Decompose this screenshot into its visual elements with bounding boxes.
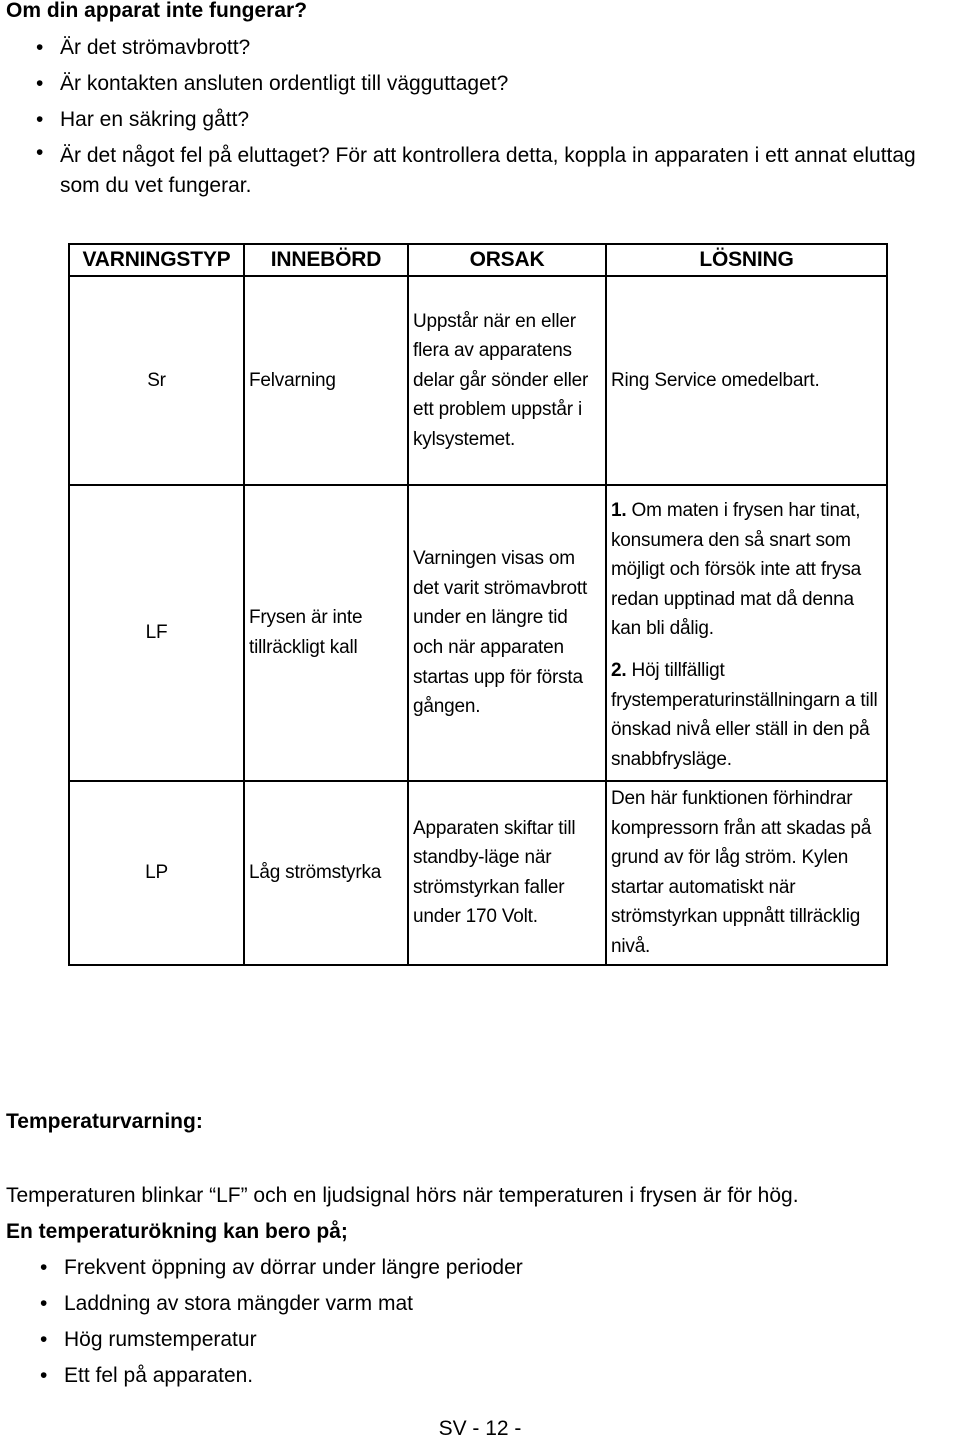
cause-subheading: En temperaturökning kan bero på;: [6, 1220, 348, 1243]
cause-item: • Frekvent öppning av dörrar under längre perioder: [40, 1250, 940, 1286]
warning-cause: Varningen visas om det varit strömavbrott under en längre tid och när apparaten startas upp för första gången.: [408, 485, 606, 781]
cause-item: • Ett fel på apparaten.: [40, 1358, 940, 1394]
warning-code: LP: [69, 781, 244, 965]
check-item: • Är det strömavbrott?: [36, 30, 956, 66]
step-text: Om maten i frysen har tinat, konsumera den så snart som möjligt och försök inte att frysa redan upptinad mat då denna kan bli dålig.: [611, 500, 862, 640]
table-row: [69, 276, 887, 485]
page-number: SV - 12 -: [438, 1417, 522, 1440]
step-number: 1.: [611, 500, 627, 521]
header-warning-type: VARNINGSTYP: [69, 244, 244, 276]
warning-solution: Ring Service omedelbart.: [606, 276, 887, 485]
header-solution: LÖSNING: [606, 244, 887, 276]
check-list: [36, 30, 956, 201]
warning-meaning: Frysen är inte tillräckligt kall: [244, 485, 408, 781]
check-item: • Har en säkring gått?: [36, 102, 956, 138]
table-row: [69, 781, 887, 965]
cause-item: • Hög rumstemperatur: [40, 1322, 940, 1358]
table-row: [69, 485, 887, 781]
warning-solution: Den här funktionen förhindrar kompressorn från att skadas på grund av för låg ström. Kylen startar automatiskt när strömstyrkan uppnått tillräcklig nivå.: [606, 781, 887, 965]
header-meaning: INNEBÖRD: [244, 244, 408, 276]
cause-item: • Laddning av stora mängder varm mat: [40, 1286, 940, 1322]
temperature-paragraph: Temperaturen blinkar “LF” och en ljudsignal hörs när temperaturen i frysen är för hög.: [6, 1184, 799, 1207]
solution-step-1: [611, 496, 882, 644]
warning-code: Sr: [69, 276, 244, 485]
warning-code: LF: [69, 485, 244, 781]
cause-list: [40, 1250, 940, 1394]
header-cause: ORSAK: [408, 244, 606, 276]
step-text: Höj tillfälligt frystemperaturinställningarn a till önskad nivå eller ställ in den på snabbfrysläge.: [611, 659, 878, 770]
section-title: Temperaturvarning:: [6, 1110, 203, 1133]
warning-table: [68, 243, 888, 966]
table-header-row: [69, 244, 887, 276]
step-number: 2.: [611, 659, 627, 681]
warning-solution: [606, 485, 887, 781]
warning-meaning: Felvarning: [244, 276, 408, 485]
check-item: • Är det något fel på eluttaget? För att kontrollera detta, koppla in apparaten i ett annat eluttag som du vet fungerar.: [36, 138, 956, 201]
warning-cause: Apparaten skiftar till standby-läge när strömstyrkan faller under 170 Volt.: [408, 781, 606, 965]
warning-meaning: Låg strömstyrka: [244, 781, 408, 965]
warning-cause: Uppstår när en eller flera av apparatens delar går sönder eller ett problem uppstår i kylsystemet.: [408, 276, 606, 485]
check-item: • Är kontakten ansluten ordentligt till vägguttaget?: [36, 66, 956, 102]
solution-step-2: [611, 656, 882, 774]
page-heading: Om din apparat inte fungerar?: [6, 0, 308, 22]
